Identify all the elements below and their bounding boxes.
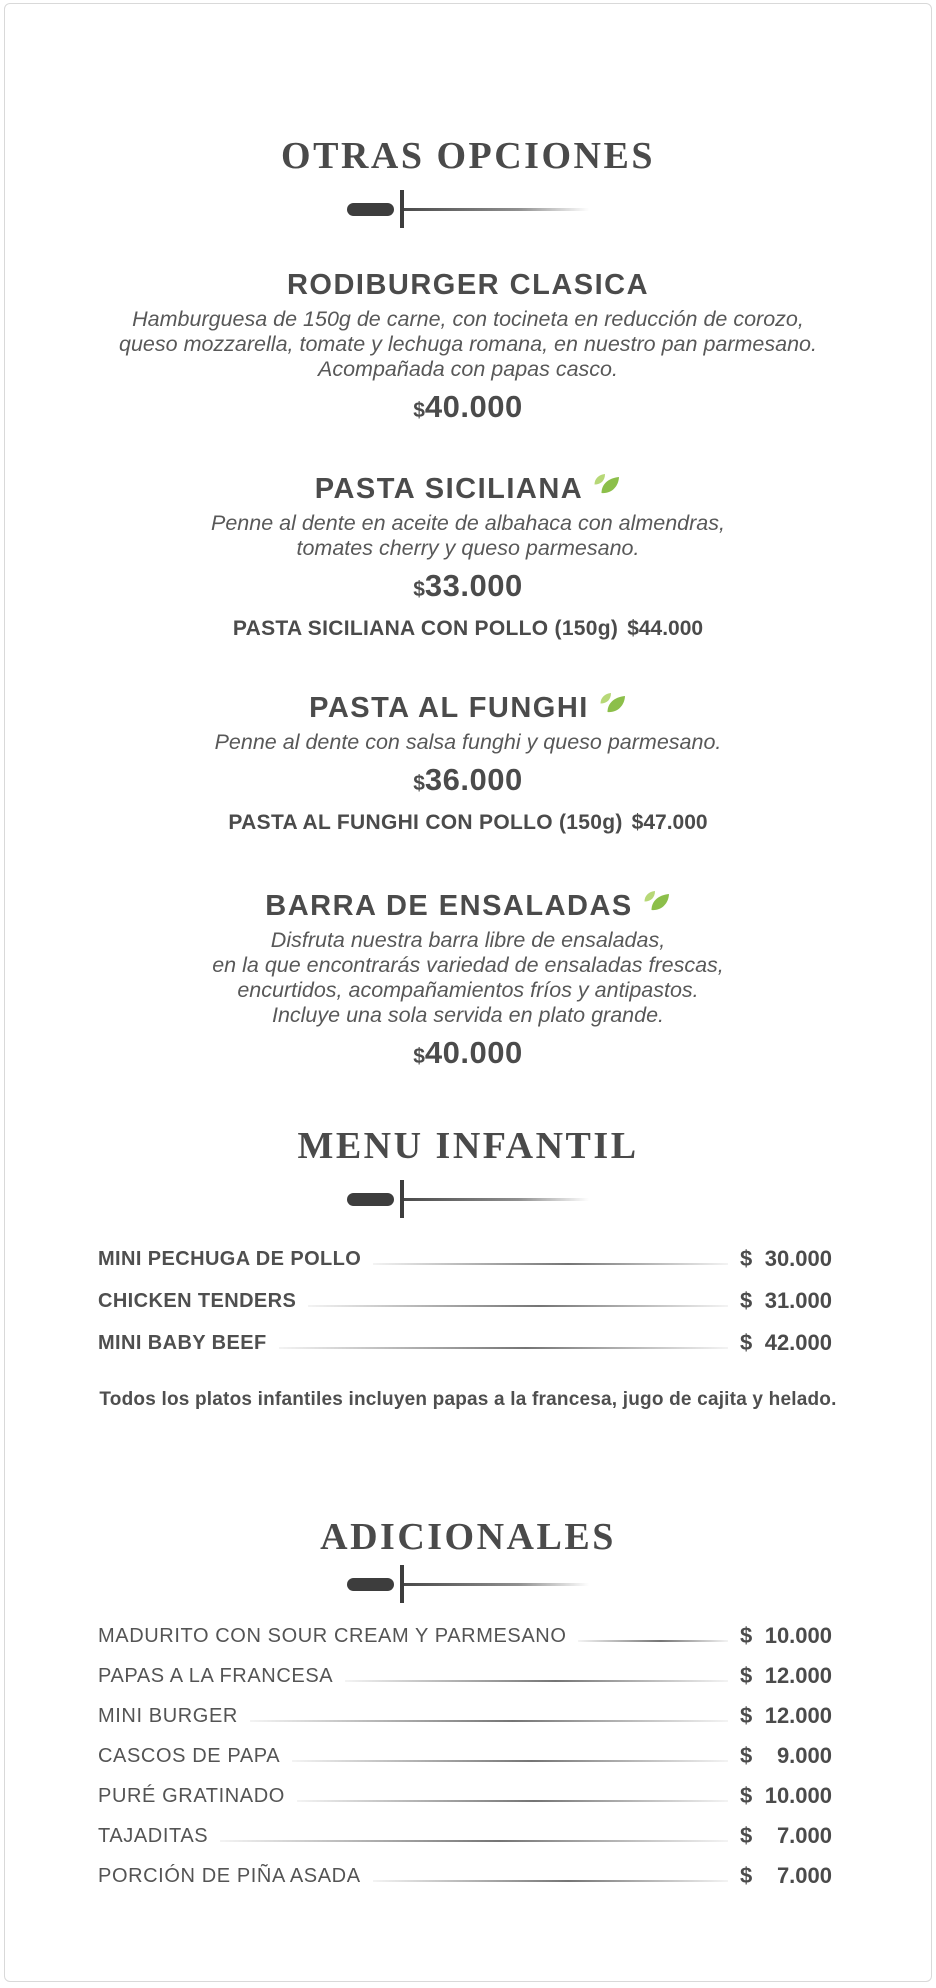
- menu-item-row: [98, 1745, 832, 1767]
- section-title-adicionales: ADICIONALES: [320, 1516, 616, 1558]
- price-amount: 33.000: [424, 568, 523, 603]
- price-amount: 7.000: [776, 1823, 832, 1848]
- currency-symbol: $: [740, 1623, 753, 1648]
- price-amount: 12.000: [764, 1663, 832, 1688]
- dish-rodiburger-clasica: [5, 268, 931, 430]
- item-name: MADURITO CON SOUR CREAM Y PARMESANO: [98, 1625, 567, 1647]
- currency-symbol: $: [413, 399, 425, 422]
- price-amount: 10.000: [764, 1783, 832, 1808]
- desc-line: en la que encontrarás variedad de ensaladas frescas,: [212, 953, 724, 977]
- menu-item-row: [98, 1665, 832, 1687]
- item-price: [740, 1332, 832, 1354]
- price-amount: 36.000: [424, 762, 523, 797]
- dish-variant: [5, 617, 931, 641]
- item-name: MINI BURGER: [98, 1705, 238, 1727]
- currency-symbol: $: [740, 1246, 753, 1271]
- item-name: PURÉ GRATINADO: [98, 1785, 285, 1807]
- currency-symbol: $: [740, 1663, 753, 1688]
- sword-blade-icon: [404, 1583, 589, 1586]
- item-name: PAPAS A LA FRANCESA: [98, 1665, 334, 1687]
- variant-price: $44.000: [627, 617, 704, 640]
- price-amount: 12.000: [764, 1703, 832, 1728]
- price-amount: 40.000: [424, 389, 523, 424]
- adicionales-items: [5, 1625, 931, 1887]
- price-leader-line: [345, 1680, 728, 1682]
- item-name: MINI PECHUGA DE POLLO: [98, 1248, 362, 1270]
- desc-line: Hamburguesa de 150g de carne, con tocineta en reducción de corozo,: [132, 307, 804, 331]
- currency-symbol: $: [740, 1288, 753, 1313]
- price-leader-line: [292, 1760, 728, 1762]
- item-price: [740, 1865, 832, 1887]
- menu-infantil-items: [5, 1248, 931, 1354]
- leaf-icon: [591, 473, 621, 499]
- menu-item-row: [98, 1705, 832, 1727]
- leaf-icon: [597, 692, 627, 718]
- dish-variant: [5, 811, 931, 835]
- menu-item-row: [98, 1865, 832, 1887]
- dish-description: [5, 307, 931, 382]
- dish-pasta-siciliana: [5, 472, 931, 641]
- item-price: [740, 1745, 832, 1767]
- currency-symbol: $: [740, 1703, 753, 1728]
- desc-line: Incluye una sola servida en plato grande.: [271, 1003, 665, 1027]
- price-amount: 30.000: [764, 1246, 832, 1271]
- sword-blade-icon: [404, 208, 589, 211]
- price-amount: 9.000: [776, 1743, 832, 1768]
- dish-description: [5, 928, 931, 1028]
- dish-name: [5, 268, 931, 303]
- item-name: CHICKEN TENDERS: [98, 1290, 297, 1312]
- price-leader-line: [297, 1800, 728, 1802]
- item-name: MINI BABY BEEF: [98, 1332, 267, 1354]
- variant-name: PASTA SICILIANA CON POLLO (150g): [232, 617, 619, 640]
- menu-card: [4, 3, 932, 1982]
- section-title-otras-opciones: OTRAS OPCIONES: [281, 135, 655, 177]
- currency-symbol: $: [740, 1863, 753, 1888]
- dish-name: [5, 889, 931, 924]
- currency-symbol: $: [740, 1330, 753, 1355]
- menu-item-row: [98, 1785, 832, 1807]
- dish-pasta-al-funghi: [5, 691, 931, 835]
- price-leader-line: [250, 1720, 728, 1722]
- dish-description: [5, 511, 931, 561]
- price-amount: 31.000: [764, 1288, 832, 1313]
- desc-line: queso mozzarella, tomate y lechuga romana, en nuestro pan parmesano.: [119, 332, 817, 356]
- dish-price: [5, 1036, 931, 1076]
- dish-barra-de-ensaladas: [5, 889, 931, 1076]
- desc-line: Penne al dente en aceite de albahaca con almendras,: [211, 511, 725, 535]
- sword-divider: [347, 1180, 589, 1218]
- menu-item-row: [98, 1248, 832, 1270]
- item-price: [740, 1785, 832, 1807]
- menu-item-row: [98, 1825, 832, 1847]
- currency-symbol: $: [740, 1783, 753, 1808]
- dish-price: [5, 569, 931, 609]
- item-price: [740, 1248, 832, 1270]
- item-price: [740, 1665, 832, 1687]
- item-price: [740, 1825, 832, 1847]
- price-amount: 40.000: [424, 1035, 523, 1070]
- dish-description: [5, 730, 931, 755]
- price-leader-line: [279, 1347, 728, 1349]
- dish-name-text: PASTA SICILIANA: [314, 473, 584, 505]
- item-name: TAJADITAS: [98, 1825, 209, 1847]
- variant-name: PASTA AL FUNGHI CON POLLO (150g): [228, 811, 623, 834]
- sword-handle-icon: [347, 1578, 394, 1591]
- price-leader-line: [578, 1640, 728, 1642]
- menu-infantil-note: Todos los platos infantiles incluyen papas a la francesa, jugo de cajita y helado.: [99, 1389, 837, 1410]
- sword-divider: [347, 1565, 589, 1603]
- item-price: [740, 1625, 832, 1647]
- menu-item-row: [98, 1290, 832, 1312]
- sword-blade-icon: [404, 1198, 589, 1201]
- dish-name: [5, 691, 931, 726]
- desc-line: Disfruta nuestra barra libre de ensaladas,: [270, 928, 666, 952]
- dish-price: [5, 763, 931, 803]
- desc-line: encurtidos, acompañamientos fríos y antipastos.: [237, 978, 699, 1002]
- price-leader-line: [220, 1840, 728, 1842]
- dish-name: [5, 472, 931, 507]
- dish-name-text: PASTA AL FUNGHI: [309, 692, 589, 724]
- price-amount: 42.000: [764, 1330, 832, 1355]
- currency-symbol: $: [740, 1743, 753, 1768]
- currency-symbol: $: [740, 1823, 753, 1848]
- price-amount: 7.000: [776, 1863, 832, 1888]
- section-title-menu-infantil: MENU INFANTIL: [297, 1125, 639, 1167]
- leaf-icon: [641, 890, 671, 916]
- variant-price: $47.000: [631, 811, 708, 834]
- desc-line: tomates cherry y queso parmesano.: [296, 536, 640, 560]
- menu-item-row: [98, 1332, 832, 1354]
- price-leader-line: [373, 1880, 728, 1882]
- sword-handle-icon: [347, 203, 394, 216]
- dish-name-text: BARRA DE ENSALADAS: [265, 890, 633, 922]
- currency-symbol: $: [413, 1045, 425, 1068]
- dish-price: [5, 390, 931, 430]
- desc-line: Acompañada con papas casco.: [317, 357, 618, 381]
- item-price: [740, 1705, 832, 1727]
- item-price: [740, 1290, 832, 1312]
- menu-item-row: [98, 1625, 832, 1647]
- price-leader-line: [308, 1305, 728, 1307]
- dish-name-text: RODIBURGER CLASICA: [286, 269, 650, 301]
- item-name: CASCOS DE PAPA: [98, 1745, 281, 1767]
- sword-handle-icon: [347, 1193, 394, 1206]
- sword-divider: [347, 190, 589, 228]
- currency-symbol: $: [413, 772, 425, 795]
- currency-symbol: $: [413, 578, 425, 601]
- price-leader-line: [373, 1263, 728, 1265]
- item-name: PORCIÓN DE PIÑA ASADA: [98, 1865, 361, 1887]
- price-amount: 10.000: [764, 1623, 832, 1648]
- desc-line: Penne al dente con salsa funghi y queso parmesano.: [214, 730, 722, 754]
